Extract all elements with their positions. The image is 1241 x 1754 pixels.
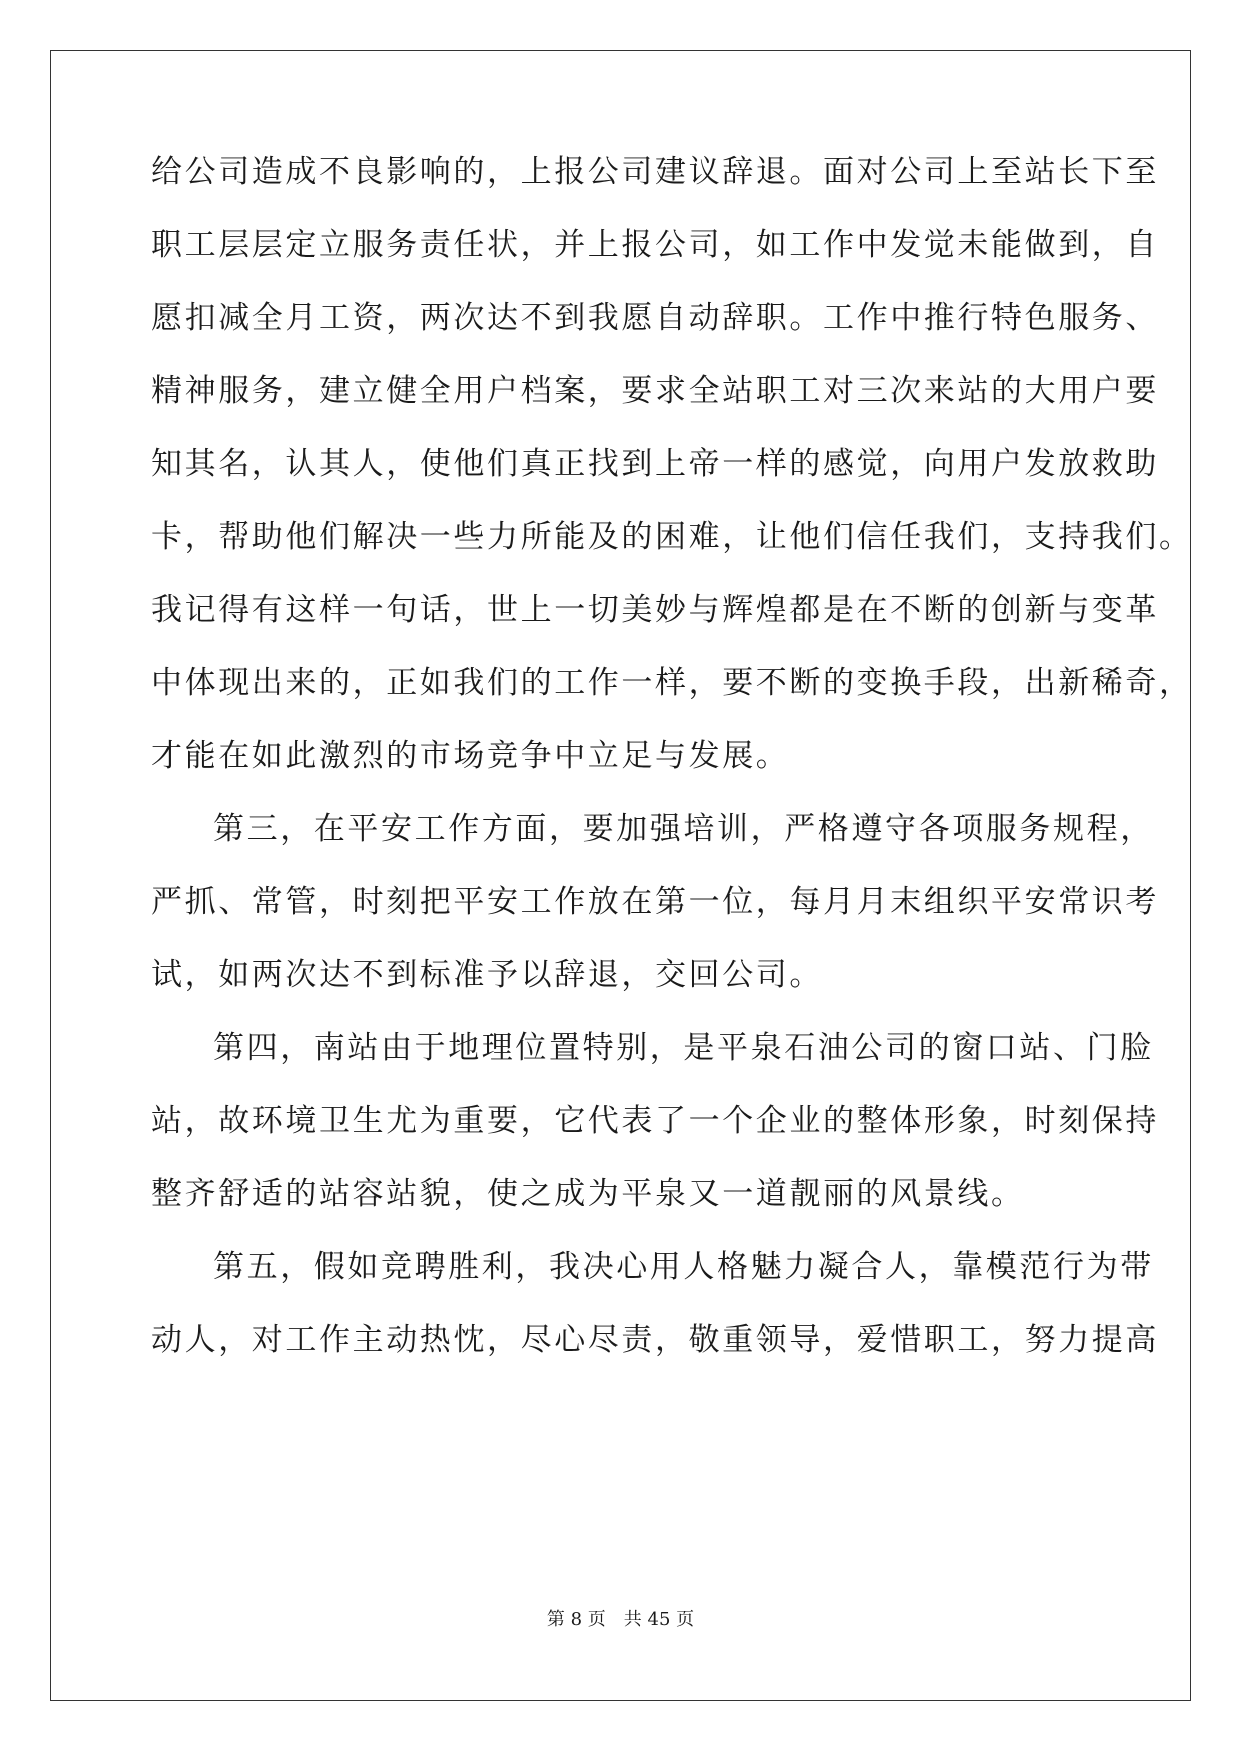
paragraph-start-line: 第三，在平安工作方面，要加强培训，严格遵守各项服务规程， xyxy=(213,811,1154,847)
page-number: 第 8 页 xyxy=(546,1609,606,1630)
paragraph-start-line: 第四，南站由于地理位置特别，是平泉石油公司的窗口站、门脸 xyxy=(213,1030,1154,1066)
body-line: 愿扣减全月工资，两次达不到我愿自动辞职。工作中推行特色服务、 xyxy=(151,300,1159,336)
paragraph-start-line: 第五，假如竞聘胜利，我决心用人格魅力凝合人，靠模范行为带 xyxy=(213,1249,1154,1285)
body-line: 动人，对工作主动热忱，尽心尽责，敬重领导，爱惜职工，努力提高 xyxy=(151,1322,1159,1358)
body-line: 我记得有这样一句话，世上一切美妙与辉煌都是在不断的创新与变革 xyxy=(151,592,1159,628)
body-line: 才能在如此激烈的市场竞争中立足与发展。 xyxy=(151,738,790,774)
body-line: 职工层层定立服务责任状，并上报公司，如工作中发觉未能做到，自 xyxy=(151,227,1159,263)
page-total: 共 45 页 xyxy=(623,1609,695,1630)
body-line: 中体现出来的，正如我们的工作一样，要不断的变换手段，出新稀奇， xyxy=(151,665,1193,701)
body-line: 给公司造成不良影响的，上报公司建议辞退。面对公司上至站长下至 xyxy=(151,154,1159,190)
body-line: 试，如两次达不到标准予以辞退，交回公司。 xyxy=(151,957,823,993)
body-line: 知其名，认其人，使他们真正找到上帝一样的感觉，向用户发放救助 xyxy=(151,446,1159,482)
body-line: 精神服务，建立健全用户档案，要求全站职工对三次来站的大用户要 xyxy=(151,373,1159,409)
body-line: 严抓、常管，时刻把平安工作放在第一位，每月月末组织平安常识考 xyxy=(151,884,1159,920)
page-footer xyxy=(0,1608,1241,1632)
body-line: 整齐舒适的站容站貌，使之成为平泉又一道靓丽的风景线。 xyxy=(151,1176,1025,1212)
body-line: 卡，帮助他们解决一些力所能及的困难，让他们信任我们，支持我们。 xyxy=(151,519,1193,555)
body-line: 站，故环境卫生尤为重要，它代表了一个企业的整体形象，时刻保持 xyxy=(151,1103,1159,1139)
